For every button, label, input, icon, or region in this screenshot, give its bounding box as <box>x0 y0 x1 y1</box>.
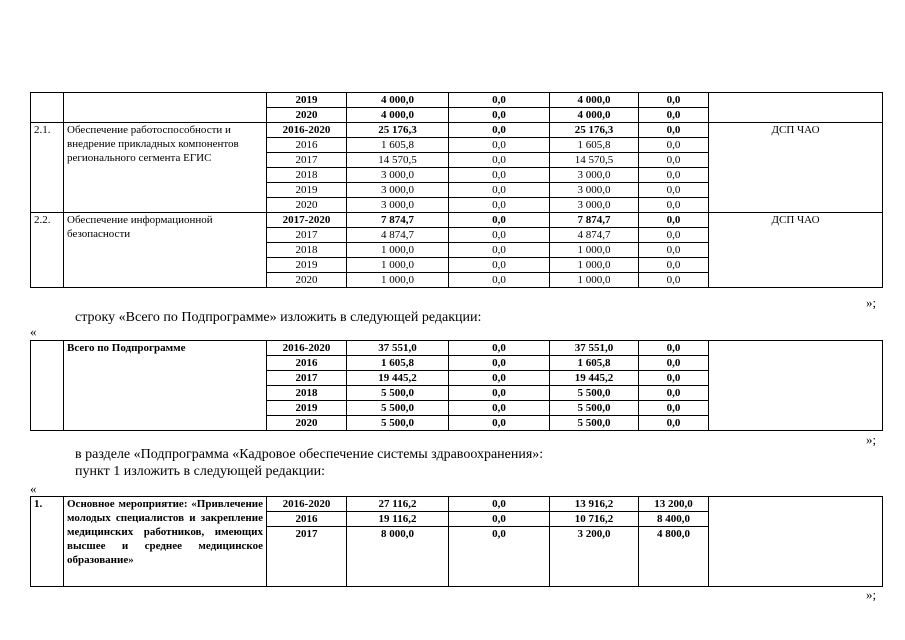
federal-budget-cell: 0,0 <box>449 123 550 138</box>
edit-instruction-text: пункт 1 изложить в следующей редакции: <box>75 464 325 479</box>
federal-budget-cell: 0,0 <box>449 341 550 356</box>
regional-budget-cell: 5 500,0 <box>550 416 639 431</box>
year-cell: 2016-2020 <box>267 497 347 512</box>
total-cell: 1 000,0 <box>347 273 449 288</box>
regional-budget-cell: 4 000,0 <box>550 93 639 108</box>
row-number-cell: 2.2. <box>31 213 64 288</box>
executor-cell <box>709 341 883 431</box>
total-cell: 37 551,0 <box>347 341 449 356</box>
total-cell: 3 000,0 <box>347 168 449 183</box>
section-instruction-text: в разделе «Подпрограмма «Кадровое обеспечение системы здравоохранения»: <box>75 447 544 462</box>
other-sources-cell: 0,0 <box>639 228 709 243</box>
opening-quote-mark: « <box>30 481 37 496</box>
year-cell: 2019 <box>267 93 347 108</box>
total-cell: 5 500,0 <box>347 401 449 416</box>
federal-budget-cell: 0,0 <box>449 416 550 431</box>
regional-budget-cell: 3 200,0 <box>550 527 639 587</box>
year-cell: 2020 <box>267 416 347 431</box>
regional-budget-cell: 14 570,5 <box>550 153 639 168</box>
regional-budget-cell: 5 500,0 <box>550 386 639 401</box>
regional-budget-cell: 7 874,7 <box>550 213 639 228</box>
year-cell: 2020 <box>267 198 347 213</box>
regional-budget-cell: 4 874,7 <box>550 228 639 243</box>
total-cell: 19 445,2 <box>347 371 449 386</box>
federal-budget-cell: 0,0 <box>449 243 550 258</box>
year-cell: 2017 <box>267 527 347 587</box>
subprogram-table <box>30 92 883 288</box>
other-sources-cell: 13 200,0 <box>639 497 709 512</box>
total-cell: 1 605,8 <box>347 356 449 371</box>
other-sources-cell: 0,0 <box>639 168 709 183</box>
activity-name-cell: Обеспечение информационной безопасности <box>64 213 267 288</box>
total-cell: 4 874,7 <box>347 228 449 243</box>
other-sources-cell: 0,0 <box>639 213 709 228</box>
federal-budget-cell: 0,0 <box>449 138 550 153</box>
opening-quote-mark: « <box>30 324 37 339</box>
year-cell: 2019 <box>267 401 347 416</box>
regional-budget-cell: 1 000,0 <box>550 243 639 258</box>
other-sources-cell: 8 400,0 <box>639 512 709 527</box>
other-sources-cell: 0,0 <box>639 273 709 288</box>
executor-cell <box>709 497 883 587</box>
total-cell: 4 000,0 <box>347 108 449 123</box>
regional-budget-cell: 13 916,2 <box>550 497 639 512</box>
other-sources-cell: 0,0 <box>639 356 709 371</box>
year-cell: 2016-2020 <box>267 341 347 356</box>
federal-budget-cell: 0,0 <box>449 371 550 386</box>
total-cell: 5 500,0 <box>347 416 449 431</box>
year-cell: 2016 <box>267 138 347 153</box>
row-number-cell: 2.1. <box>31 123 64 213</box>
other-sources-cell: 4 800,0 <box>639 527 709 587</box>
other-sources-cell: 0,0 <box>639 341 709 356</box>
other-sources-cell: 0,0 <box>639 401 709 416</box>
regional-budget-cell: 1 000,0 <box>550 258 639 273</box>
federal-budget-cell: 0,0 <box>449 108 550 123</box>
regional-budget-cell: 37 551,0 <box>550 341 639 356</box>
year-cell: 2017 <box>267 228 347 243</box>
year-cell: 2016-2020 <box>267 123 347 138</box>
closing-quote-mark: »; <box>866 432 877 447</box>
federal-budget-cell: 0,0 <box>449 527 550 587</box>
year-cell: 2020 <box>267 108 347 123</box>
regional-budget-cell: 3 000,0 <box>550 168 639 183</box>
total-cell: 14 570,5 <box>347 153 449 168</box>
year-cell: 2020 <box>267 273 347 288</box>
federal-budget-cell: 0,0 <box>449 93 550 108</box>
regional-budget-cell: 4 000,0 <box>550 108 639 123</box>
federal-budget-cell: 0,0 <box>449 198 550 213</box>
row-number-cell <box>31 341 64 431</box>
total-cell: 3 000,0 <box>347 198 449 213</box>
executor-cell <box>709 93 883 123</box>
other-sources-cell: 0,0 <box>639 153 709 168</box>
total-cell: 19 116,2 <box>347 512 449 527</box>
table-row <box>31 497 883 512</box>
total-cell: 1 605,8 <box>347 138 449 153</box>
federal-budget-cell: 0,0 <box>449 258 550 273</box>
federal-budget-cell: 0,0 <box>449 153 550 168</box>
year-cell: 2017-2020 <box>267 213 347 228</box>
executor-cell: ДСП ЧАО <box>709 123 883 213</box>
year-cell: 2017 <box>267 371 347 386</box>
regional-budget-cell: 1 605,8 <box>550 138 639 153</box>
other-sources-cell: 0,0 <box>639 138 709 153</box>
year-cell: 2018 <box>267 243 347 258</box>
other-sources-cell: 0,0 <box>639 198 709 213</box>
activity-name-cell: Обеспечение работоспособности и внедрение прикладных компонентов регионального сегмента ЕГИС <box>64 123 267 213</box>
other-sources-cell: 0,0 <box>639 93 709 108</box>
row-number-cell: 1. <box>31 497 64 587</box>
table-row <box>31 123 883 138</box>
year-cell: 2016 <box>267 356 347 371</box>
regional-budget-cell: 3 000,0 <box>550 183 639 198</box>
year-cell: 2016 <box>267 512 347 527</box>
total-cell: 4 000,0 <box>347 93 449 108</box>
total-cell: 8 000,0 <box>347 527 449 587</box>
other-sources-cell: 0,0 <box>639 243 709 258</box>
regional-budget-cell: 10 716,2 <box>550 512 639 527</box>
row-number-cell <box>31 93 64 123</box>
federal-budget-cell: 0,0 <box>449 356 550 371</box>
regional-budget-cell: 5 500,0 <box>550 401 639 416</box>
activity-name-cell: Основное мероприятие: «Привлечение молодых специалистов и закрепление медицинских работников, имеющих высшее и среднее медицинское образование» <box>64 497 267 587</box>
total-cell: 5 500,0 <box>347 386 449 401</box>
federal-budget-cell: 0,0 <box>449 183 550 198</box>
table-row <box>31 341 883 356</box>
total-cell: 27 116,2 <box>347 497 449 512</box>
regional-budget-cell: 3 000,0 <box>550 198 639 213</box>
year-cell: 2019 <box>267 183 347 198</box>
federal-budget-cell: 0,0 <box>449 213 550 228</box>
closing-quote-mark: »; <box>866 587 877 602</box>
other-sources-cell: 0,0 <box>639 183 709 198</box>
federal-budget-cell: 0,0 <box>449 401 550 416</box>
total-cell: 7 874,7 <box>347 213 449 228</box>
executor-cell: ДСП ЧАО <box>709 213 883 288</box>
total-cell: 1 000,0 <box>347 258 449 273</box>
year-cell: 2018 <box>267 386 347 401</box>
federal-budget-cell: 0,0 <box>449 497 550 512</box>
federal-budget-cell: 0,0 <box>449 168 550 183</box>
activity-name-cell <box>64 93 267 123</box>
total-cell: 25 176,3 <box>347 123 449 138</box>
year-cell: 2017 <box>267 153 347 168</box>
staffing-activity-table <box>30 496 883 587</box>
federal-budget-cell: 0,0 <box>449 273 550 288</box>
other-sources-cell: 0,0 <box>639 258 709 273</box>
edit-instruction-text: строку «Всего по Подпрограмме» изложить в следующей редакции: <box>75 310 482 325</box>
table-row <box>31 213 883 228</box>
other-sources-cell: 0,0 <box>639 416 709 431</box>
subprogram-total-table <box>30 340 883 431</box>
closing-quote-mark: »; <box>866 295 877 310</box>
federal-budget-cell: 0,0 <box>449 386 550 401</box>
activity-name-cell: Всего по Подпрограмме <box>64 341 267 431</box>
table-row <box>31 93 883 108</box>
other-sources-cell: 0,0 <box>639 386 709 401</box>
regional-budget-cell: 19 445,2 <box>550 371 639 386</box>
regional-budget-cell: 25 176,3 <box>550 123 639 138</box>
regional-budget-cell: 1 605,8 <box>550 356 639 371</box>
year-cell: 2018 <box>267 168 347 183</box>
other-sources-cell: 0,0 <box>639 123 709 138</box>
total-cell: 3 000,0 <box>347 183 449 198</box>
federal-budget-cell: 0,0 <box>449 512 550 527</box>
regional-budget-cell: 1 000,0 <box>550 273 639 288</box>
federal-budget-cell: 0,0 <box>449 228 550 243</box>
other-sources-cell: 0,0 <box>639 108 709 123</box>
total-cell: 1 000,0 <box>347 243 449 258</box>
year-cell: 2019 <box>267 258 347 273</box>
other-sources-cell: 0,0 <box>639 371 709 386</box>
